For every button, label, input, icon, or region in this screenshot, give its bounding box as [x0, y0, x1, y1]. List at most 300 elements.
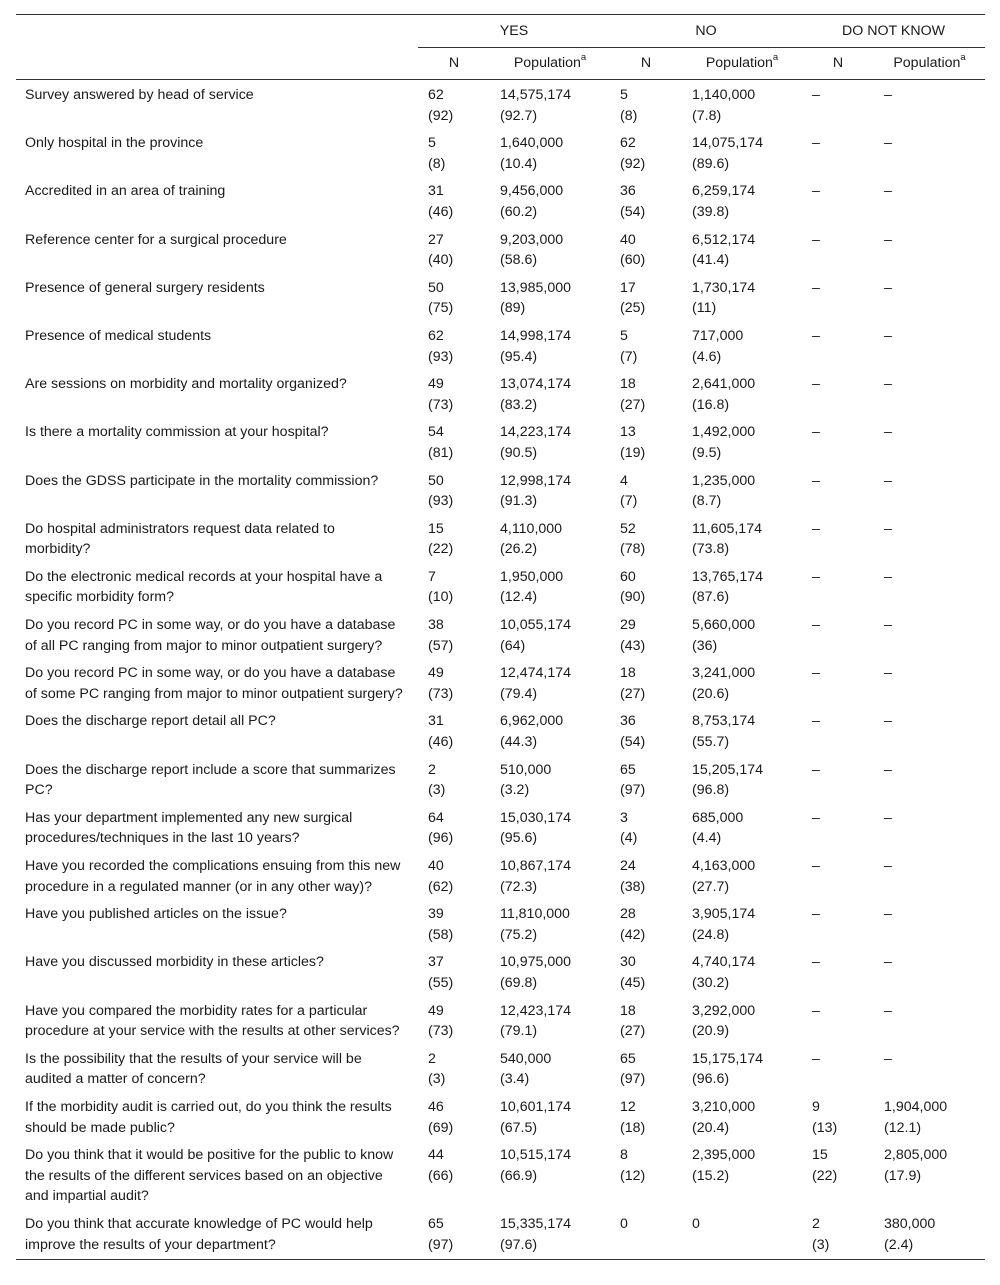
no-n-cell	[610, 899, 682, 947]
yes-population-percent: (10.4)	[500, 155, 538, 172]
no-n-percent: (54)	[620, 203, 646, 220]
yes-population-percent: (58.6)	[500, 252, 538, 269]
yes-population-cell	[490, 658, 610, 706]
no-n-percent: (18)	[620, 1119, 646, 1136]
dk-n-cell	[802, 851, 874, 899]
dk-n-value: –	[812, 376, 820, 393]
yes-population-value: 9,203,000	[500, 231, 564, 248]
no-population-cell	[682, 899, 802, 947]
question-cell: Reference center for a surgical procedure	[25, 231, 287, 248]
no-population-percent: (87.6)	[692, 589, 730, 606]
yes-population-value: 11,810,000	[500, 906, 570, 923]
yes-n-value: 40	[428, 858, 444, 874]
dk-n-value: –	[812, 761, 820, 778]
dk-population-percent: (17.9)	[884, 1167, 922, 1184]
yes-population-value: 4,110,000	[500, 520, 563, 537]
no-n-percent: (19)	[620, 444, 646, 461]
table-row	[16, 128, 985, 176]
table-row	[16, 562, 985, 610]
no-n-cell	[610, 755, 682, 803]
no-n-percent: (7)	[620, 348, 638, 365]
no-n-value: 60	[620, 568, 636, 585]
question-cell: Have you recorded the complications ensuing from this new procedure in a regulated manner (or in any other way)?	[25, 858, 401, 895]
no-n-cell	[610, 1140, 682, 1209]
no-n-percent: (27)	[620, 1023, 646, 1040]
question-cell: Have you discussed morbidity in these articles?	[25, 954, 324, 971]
yes-population-value: 9,456,000	[500, 183, 564, 200]
table-row	[16, 706, 985, 754]
dk-population-cell	[874, 225, 985, 273]
no-population-value: 2,395,000	[692, 1147, 756, 1164]
yes-population-cell	[490, 417, 610, 465]
yes-n-value: 65	[428, 1215, 444, 1232]
dk-n-cell	[802, 1044, 874, 1092]
dk-n-value: –	[812, 135, 820, 152]
table-row	[16, 1044, 985, 1092]
yes-population-percent: (92.7)	[500, 107, 538, 124]
yes-n-cell	[418, 996, 490, 1044]
yes-n-percent: (73)	[428, 685, 454, 702]
dk-population-cell	[874, 803, 985, 851]
survey-results-table	[16, 14, 985, 1260]
yes-population-cell	[490, 321, 610, 369]
no-n-cell	[610, 321, 682, 369]
table-row	[16, 225, 985, 273]
table-row	[16, 803, 985, 851]
dk-population-cell	[874, 417, 985, 465]
table-row	[16, 610, 985, 658]
yes-population-percent: (89)	[500, 300, 526, 317]
no-population-cell	[682, 562, 802, 610]
yes-n-cell	[418, 1140, 490, 1209]
question-cell: Have you compared the morbidity rates for a particular procedure at your service with the results at other services?	[25, 1002, 400, 1040]
no-n-value: 30	[620, 954, 636, 971]
no-population-value: 0	[692, 1215, 700, 1232]
no-n-percent: (78)	[620, 541, 646, 558]
yes-n-percent: (10)	[428, 589, 454, 606]
dk-n-value: –	[812, 424, 820, 441]
dk-population-cell	[874, 1140, 985, 1209]
yes-population-percent: (67.5)	[500, 1119, 538, 1136]
footnote-marker: a	[960, 52, 966, 64]
dk-n-value: –	[812, 87, 820, 103]
no-n-percent: (27)	[620, 396, 646, 413]
no-population-cell	[682, 706, 802, 754]
table-row	[16, 514, 985, 562]
question-cell: Do you think that accurate knowledge of PC would help improve the results of your department?	[16, 1209, 418, 1260]
header-label: Population	[705, 55, 773, 72]
dk-population-value: –	[884, 376, 892, 393]
header-dk-n	[802, 48, 874, 80]
no-population-cell	[682, 1044, 802, 1092]
no-n-cell	[610, 947, 682, 995]
yes-population-percent: (75.2)	[500, 926, 538, 943]
no-n-percent: (25)	[620, 300, 646, 317]
dk-population-value: –	[884, 568, 892, 585]
dk-population-cell	[874, 466, 985, 514]
question-cell: Do you record PC in some way, or do you have a database of some PC ranging from major to minor outpatient surgery?	[25, 665, 403, 702]
table-row	[16, 1092, 985, 1140]
yes-n-percent: (96)	[428, 830, 454, 847]
dk-population-cell	[874, 996, 985, 1044]
no-population-percent: (24.8)	[692, 926, 730, 943]
no-population-value: 685,000	[692, 809, 744, 826]
yes-population-value: 13,985,000	[500, 279, 572, 296]
table-row	[16, 658, 985, 706]
dk-n-cell	[802, 610, 874, 658]
yes-population-percent: (72.3)	[500, 878, 538, 895]
dk-n-cell	[802, 225, 874, 273]
yes-n-percent: (40)	[428, 252, 454, 269]
dk-population-cell	[874, 176, 985, 224]
yes-n-value: 27	[428, 231, 444, 248]
table-row	[16, 321, 985, 369]
yes-population-cell	[490, 899, 610, 947]
no-population-percent: (20.4)	[692, 1119, 730, 1136]
yes-population-value: 14,998,174	[500, 327, 572, 344]
yes-n-cell	[418, 321, 490, 369]
no-n-value: 3	[620, 809, 628, 826]
question-cell: Do you think that it would be positive for the public to know the results of the different services based on an objective and impartial audit?	[25, 1147, 394, 1205]
yes-n-cell	[418, 80, 490, 129]
dk-population-value: –	[884, 858, 892, 874]
yes-population-percent: (91.3)	[500, 493, 538, 510]
dk-n-value: –	[812, 231, 820, 248]
dk-n-percent: (13)	[812, 1119, 838, 1136]
yes-n-value: 46	[428, 1098, 444, 1115]
no-n-value: 0	[620, 1215, 628, 1232]
no-n-cell	[610, 417, 682, 465]
yes-n-percent: (8)	[428, 155, 446, 172]
no-n-cell	[610, 803, 682, 851]
yes-n-value: 49	[428, 665, 444, 682]
dk-n-value: –	[812, 279, 820, 296]
yes-n-cell	[418, 562, 490, 610]
yes-n-cell	[418, 369, 490, 417]
dk-population-value: –	[884, 617, 892, 634]
yes-population-percent: (3.2)	[500, 782, 530, 799]
no-population-value: 2,641,000	[692, 376, 756, 393]
dk-n-value: –	[812, 1002, 820, 1019]
yes-population-cell	[490, 466, 610, 514]
no-n-cell	[610, 225, 682, 273]
yes-population-cell	[490, 176, 610, 224]
no-n-value: 12	[620, 1098, 636, 1115]
dk-n-cell	[802, 80, 874, 129]
yes-population-cell	[490, 803, 610, 851]
no-population-percent: (9.5)	[692, 444, 722, 461]
yes-n-value: 50	[428, 472, 444, 489]
dk-population-cell	[874, 321, 985, 369]
yes-population-cell	[490, 706, 610, 754]
dk-population-value: –	[884, 327, 892, 344]
no-n-cell	[610, 369, 682, 417]
table-row	[16, 80, 985, 129]
yes-n-percent: (66)	[428, 1167, 454, 1184]
yes-population-cell	[490, 128, 610, 176]
no-population-cell	[682, 466, 802, 514]
yes-n-cell	[418, 803, 490, 851]
table-row	[16, 369, 985, 417]
yes-population-cell	[490, 610, 610, 658]
no-population-cell	[682, 225, 802, 273]
yes-population-value: 12,474,174	[500, 665, 572, 682]
yes-n-value: 39	[428, 906, 444, 923]
no-population-value: 717,000	[692, 327, 744, 344]
yes-population-value: 540,000	[500, 1050, 552, 1067]
yes-n-percent: (3)	[428, 782, 446, 799]
dk-n-percent: (22)	[812, 1167, 838, 1184]
yes-n-value: 37	[428, 954, 444, 971]
no-n-cell	[610, 514, 682, 562]
no-population-value: 4,740,174	[692, 954, 756, 971]
yes-population-value: 1,640,000	[500, 135, 564, 152]
dk-population-value: –	[884, 231, 892, 248]
yes-population-percent: (95.6)	[500, 830, 538, 847]
yes-n-cell	[418, 128, 490, 176]
yes-population-percent: (83.2)	[500, 396, 538, 413]
no-population-cell	[682, 1140, 802, 1209]
yes-n-cell	[418, 273, 490, 321]
yes-population-percent: (26.2)	[500, 541, 538, 558]
dk-population-cell	[874, 706, 985, 754]
yes-population-percent: (66.9)	[500, 1167, 538, 1184]
yes-population-percent: (90.5)	[500, 444, 538, 461]
question-cell: Do you record PC in some way, or do you have a database of all PC ranging from major to minor outpatient surgery?	[25, 617, 396, 654]
no-population-percent: (4.6)	[692, 348, 722, 365]
no-population-value: 3,210,000	[692, 1098, 756, 1115]
yes-population-cell	[490, 562, 610, 610]
no-population-value: 14,075,174	[692, 135, 764, 152]
dk-population-cell	[874, 1092, 985, 1140]
dk-n-cell	[802, 417, 874, 465]
dk-population-cell	[874, 562, 985, 610]
question-cell: Accredited in an area of training	[25, 183, 226, 200]
dk-population-value: –	[884, 1050, 892, 1067]
header-label: N	[832, 55, 844, 72]
yes-population-percent: (64)	[500, 637, 526, 654]
yes-n-percent: (93)	[428, 493, 454, 510]
yes-population-percent: (79.1)	[500, 1023, 538, 1040]
question-cell: Are sessions on morbidity and mortality organized?	[25, 376, 347, 393]
no-population-value: 3,292,000	[692, 1002, 756, 1019]
yes-population-cell	[490, 273, 610, 321]
yes-n-percent: (81)	[428, 444, 454, 461]
table-row	[16, 466, 985, 514]
dk-n-cell	[802, 128, 874, 176]
no-population-cell	[682, 755, 802, 803]
dk-population-value: –	[884, 183, 892, 200]
yes-population-value: 12,998,174	[500, 472, 572, 489]
yes-n-cell	[418, 225, 490, 273]
dk-n-value: –	[812, 713, 820, 730]
table-row	[16, 417, 985, 465]
header-label: Population	[513, 55, 581, 72]
table-body	[16, 80, 985, 1260]
no-n-percent: (97)	[620, 1071, 646, 1088]
dk-n-cell	[802, 1092, 874, 1140]
yes-population-value: 10,867,174	[500, 858, 572, 874]
no-population-cell	[682, 610, 802, 658]
yes-population-value: 10,515,174	[500, 1147, 572, 1164]
yes-population-percent: (95.4)	[500, 348, 538, 365]
dk-population-cell	[874, 128, 985, 176]
yes-population-cell	[490, 947, 610, 995]
no-n-value: 8	[620, 1147, 628, 1164]
yes-population-value: 1,950,000	[500, 568, 564, 585]
no-n-percent: (27)	[620, 685, 646, 702]
yes-population-value: 10,055,174	[500, 617, 572, 634]
no-population-cell	[682, 851, 802, 899]
no-n-percent: (38)	[620, 878, 646, 895]
no-n-cell	[610, 1092, 682, 1140]
yes-population-percent: (97.6)	[500, 1236, 538, 1253]
yes-n-percent: (62)	[428, 878, 454, 895]
yes-population-value: 6,962,000	[500, 713, 564, 730]
no-population-percent: (4.4)	[692, 830, 722, 847]
no-population-percent: (96.6)	[692, 1071, 730, 1088]
yes-n-cell	[418, 417, 490, 465]
no-n-value: 18	[620, 1002, 636, 1019]
no-population-cell	[682, 369, 802, 417]
yes-n-cell	[418, 466, 490, 514]
no-population-cell	[682, 128, 802, 176]
yes-n-percent: (97)	[428, 1236, 454, 1253]
dk-n-value: –	[812, 858, 820, 874]
yes-population-value: 12,423,174	[500, 1002, 572, 1019]
yes-n-value: 15	[428, 520, 444, 537]
yes-population-percent: (69.8)	[500, 974, 538, 991]
dk-n-cell	[802, 996, 874, 1044]
no-n-value: 29	[620, 617, 636, 634]
dk-population-value: 380,000	[884, 1215, 936, 1232]
no-n-cell	[610, 80, 682, 129]
header-question-col	[16, 48, 418, 80]
yes-population-value: 15,030,174	[500, 809, 572, 826]
yes-n-value: 62	[428, 87, 444, 103]
question-cell: Only hospital in the province	[25, 135, 204, 152]
dk-population-value: –	[884, 87, 892, 103]
dk-population-value: –	[884, 665, 892, 682]
dk-n-cell	[802, 562, 874, 610]
yes-n-cell	[418, 899, 490, 947]
question-cell: Presence of general surgery residents	[25, 279, 265, 296]
header-label: N	[448, 55, 460, 72]
no-n-value: 62	[620, 135, 636, 152]
yes-population-cell	[490, 755, 610, 803]
dk-n-value: –	[812, 617, 820, 634]
header-yes-n	[418, 48, 490, 80]
yes-population-cell	[490, 851, 610, 899]
dk-population-value: –	[884, 424, 892, 441]
yes-n-cell	[418, 1092, 490, 1140]
question-cell: Does the discharge report include a score that summarizes PC?	[25, 761, 396, 799]
no-population-cell	[682, 176, 802, 224]
no-population-value: 5,660,000	[692, 617, 756, 634]
yes-n-cell	[418, 706, 490, 754]
question-cell: Does the discharge report detail all PC?	[25, 713, 276, 730]
yes-population-percent: (60.2)	[500, 203, 538, 220]
no-n-cell	[610, 273, 682, 321]
dk-population-cell	[874, 1044, 985, 1092]
no-population-cell	[682, 1209, 802, 1260]
dk-population-value: 1,904,000	[884, 1098, 948, 1115]
dk-n-cell	[802, 755, 874, 803]
yes-population-percent: (12.4)	[500, 589, 538, 606]
no-n-value: 65	[620, 1050, 636, 1067]
dk-population-cell	[874, 514, 985, 562]
yes-n-value: 31	[428, 183, 444, 200]
yes-population-cell	[490, 80, 610, 129]
dk-population-cell	[874, 899, 985, 947]
yes-n-value: 31	[428, 713, 444, 730]
no-population-percent: (20.9)	[692, 1023, 730, 1040]
header-yes-population	[490, 48, 610, 80]
yes-population-cell	[490, 1140, 610, 1209]
footnote-marker: a	[580, 52, 587, 64]
yes-n-value: 44	[428, 1147, 444, 1164]
dk-n-percent: (3)	[812, 1236, 830, 1253]
yes-n-percent: (73)	[428, 1023, 454, 1040]
table-row	[16, 899, 985, 947]
no-population-percent: (16.8)	[692, 396, 730, 413]
yes-n-percent: (46)	[428, 203, 454, 220]
no-n-percent: (92)	[620, 155, 646, 172]
yes-population-cell	[490, 996, 610, 1044]
table-row	[16, 273, 985, 321]
yes-n-value: 38	[428, 617, 444, 634]
yes-population-cell	[490, 1044, 610, 1092]
dk-population-value: 2,805,000	[884, 1147, 948, 1164]
no-population-percent: (7.8)	[692, 107, 722, 124]
dk-population-cell	[874, 947, 985, 995]
no-population-cell	[682, 803, 802, 851]
no-n-value: 36	[620, 713, 636, 730]
no-n-value: 18	[620, 665, 636, 682]
no-population-value: 15,175,174	[692, 1050, 764, 1067]
yes-population-value: 14,575,174	[500, 87, 572, 103]
no-n-percent: (8)	[620, 107, 638, 124]
dk-n-cell	[802, 803, 874, 851]
no-population-percent: (27.7)	[692, 878, 730, 895]
dk-population-value: –	[884, 520, 892, 537]
no-n-cell	[610, 466, 682, 514]
header-group-no: NO	[610, 15, 802, 48]
no-population-cell	[682, 514, 802, 562]
no-population-percent: (73.8)	[692, 541, 730, 558]
no-population-cell	[682, 80, 802, 129]
table-row	[16, 851, 985, 899]
no-population-cell	[682, 947, 802, 995]
no-population-value: 3,241,000	[692, 665, 756, 682]
yes-n-percent: (46)	[428, 734, 454, 751]
no-n-percent: (12)	[620, 1167, 646, 1184]
no-n-percent: (60)	[620, 252, 646, 269]
header-no-population	[682, 48, 802, 80]
yes-n-percent: (69)	[428, 1119, 454, 1136]
dk-n-value: –	[812, 183, 820, 200]
dk-n-cell	[802, 176, 874, 224]
no-n-value: 24	[620, 858, 636, 874]
yes-population-value: 13,074,174	[500, 376, 572, 393]
no-n-cell	[610, 1044, 682, 1092]
no-n-value: 4	[620, 472, 628, 489]
yes-n-percent: (57)	[428, 637, 454, 654]
no-n-value: 18	[620, 376, 636, 393]
yes-population-value: 10,975,000	[500, 954, 572, 971]
dk-population-value: –	[884, 906, 892, 923]
question-cell: Is there a mortality commission at your hospital?	[25, 424, 329, 441]
